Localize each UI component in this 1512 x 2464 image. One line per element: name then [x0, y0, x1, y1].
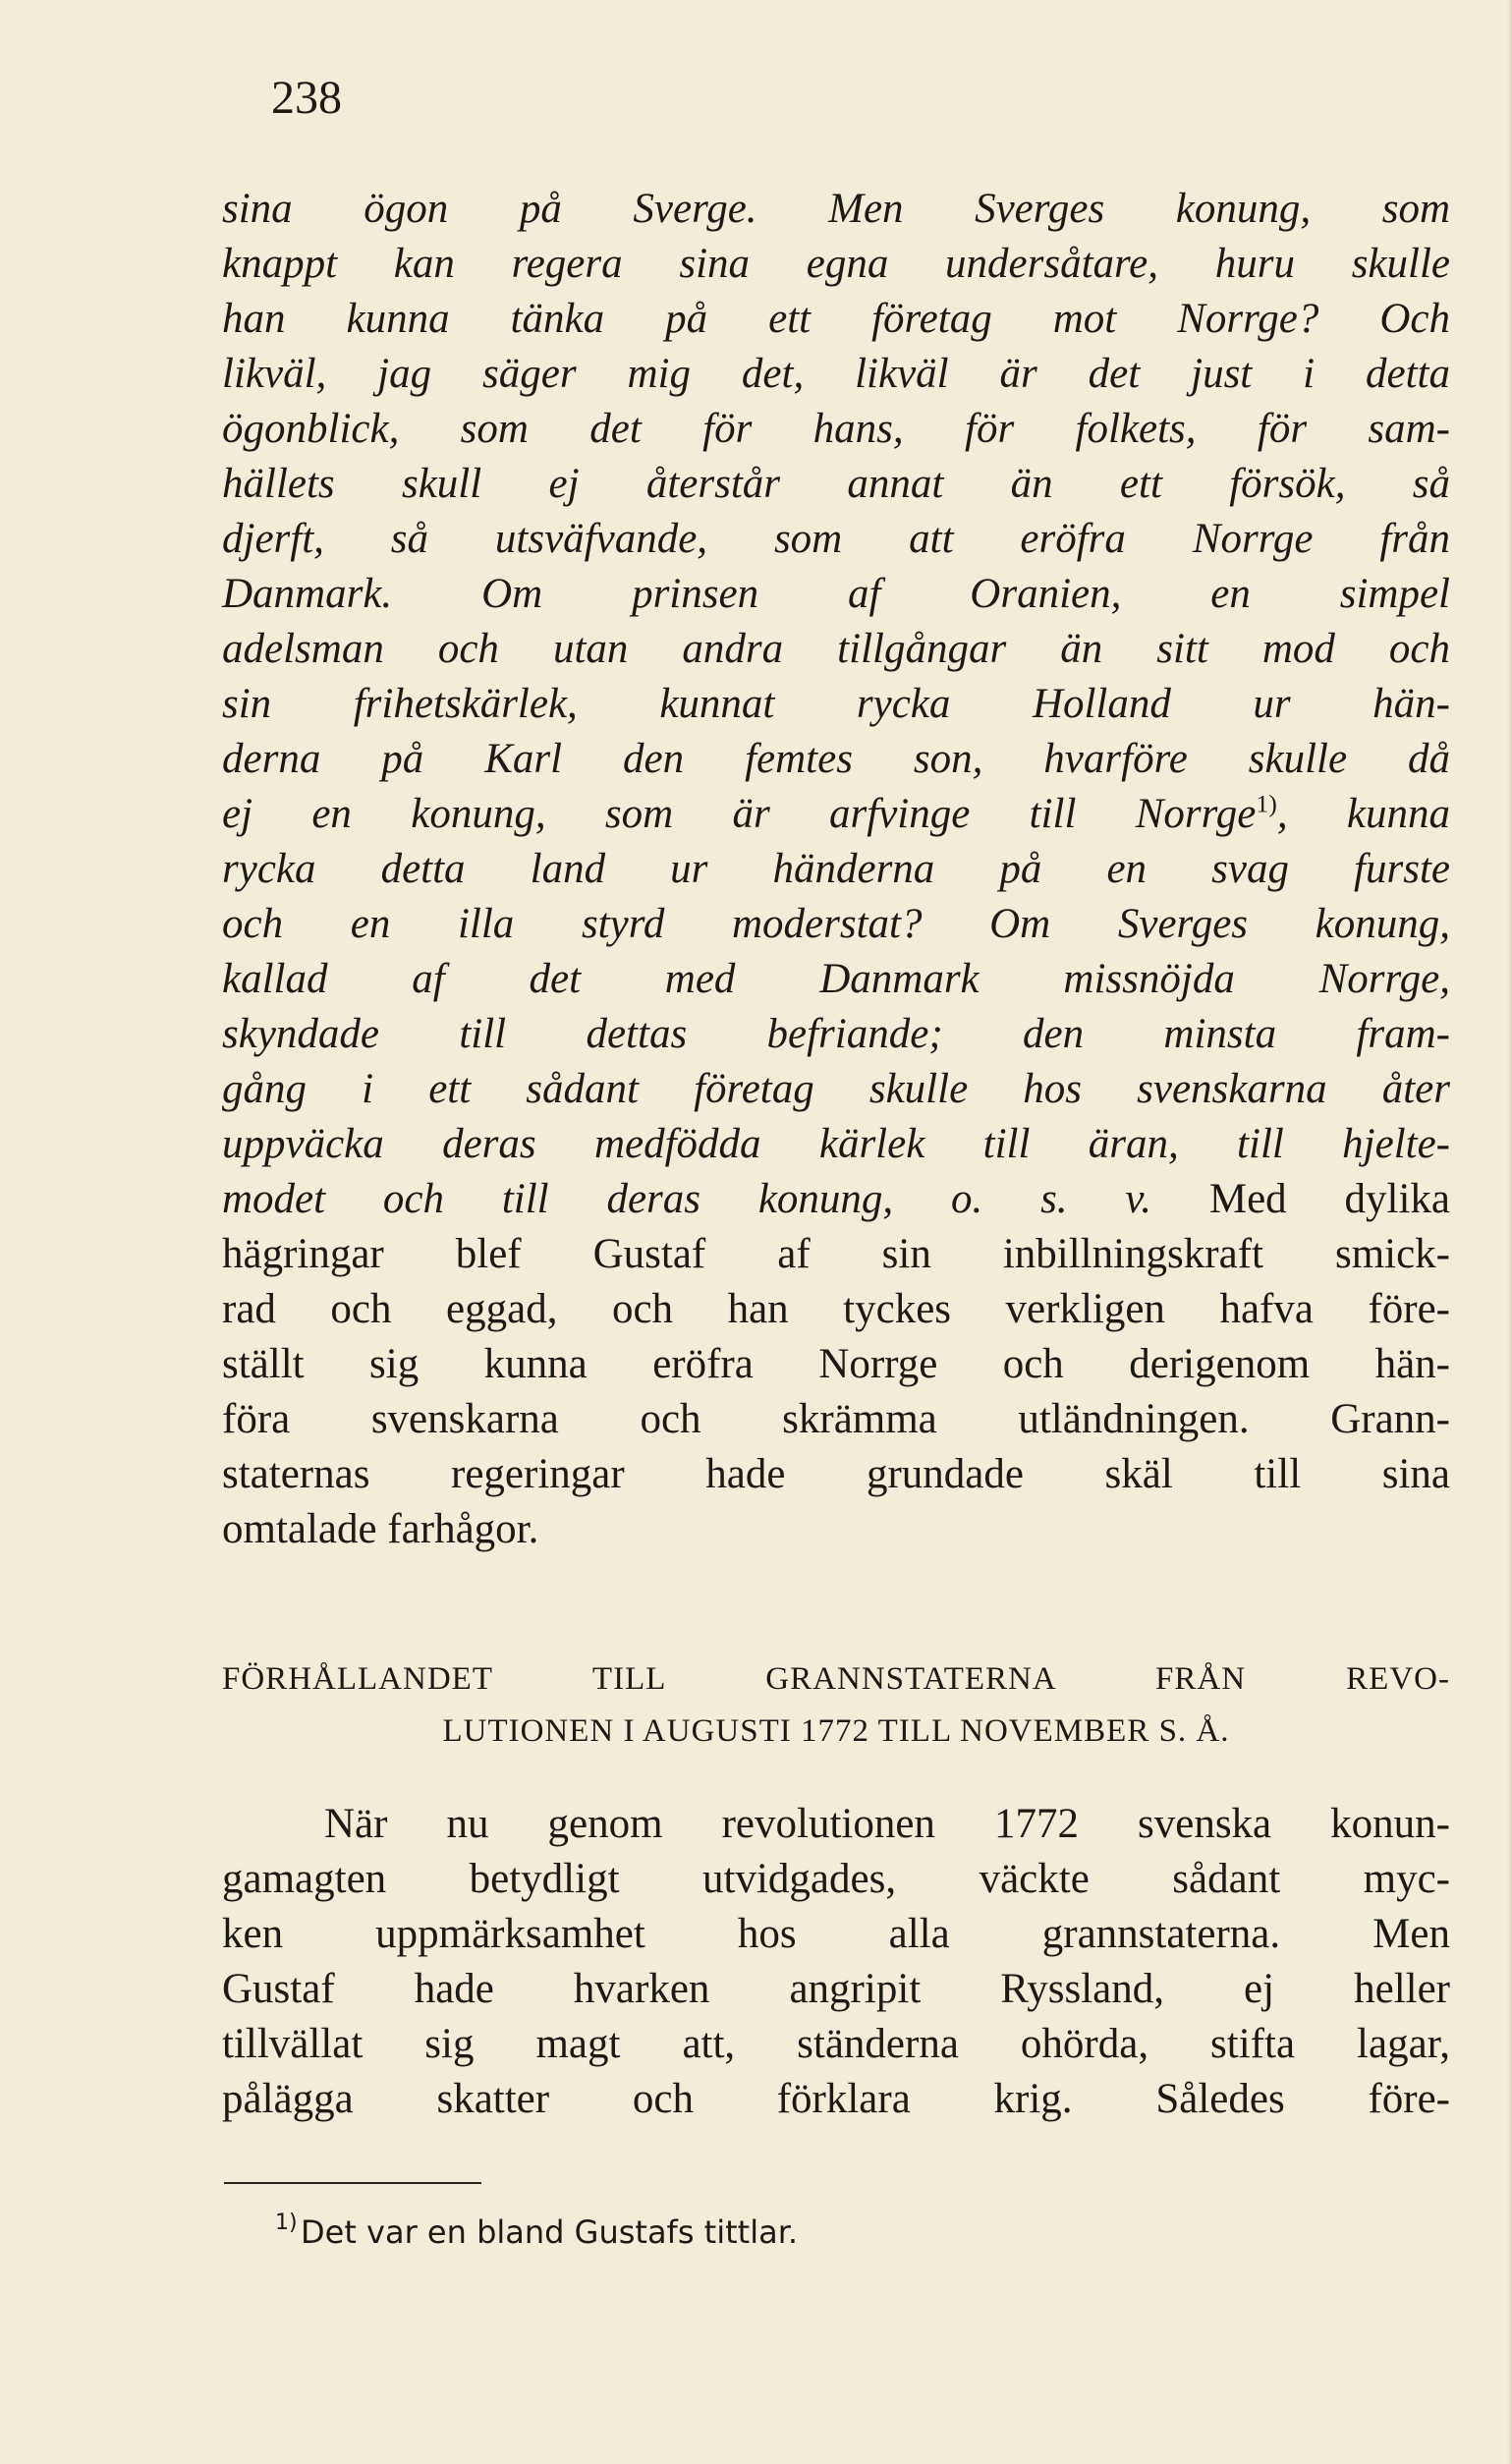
text-line-segment: staternas regeringar hade grundade skäl till sina: [222, 1451, 1450, 1497]
text-line: [222, 512, 1450, 567]
footnote-text: Det var en bland Gustafs tittlar.: [301, 2213, 799, 2251]
text-line-segment: föra svenskarna och skrämma utländningen. Grann-: [222, 1396, 1450, 1442]
text-line-segment: knappt kan regera sina egna undersåtare, huru skulle: [222, 241, 1450, 287]
section-heading-line-1: FÖRHÅLLANDET TILL GRANNSTATERNA FRÅN REVO-: [222, 1661, 1450, 1697]
text-line: [222, 402, 1450, 457]
text-line: [222, 842, 1450, 897]
text-line-segment: derna på Karl den femtes son, hvarföre skulle då: [222, 736, 1450, 782]
text-line-segment: uppväcka deras medfödda kärlek till äran, till hjelte-: [222, 1121, 1450, 1167]
text-line-segment: djerft, så utsväfvande, som att eröfra Norrge från: [222, 516, 1450, 562]
footnote-mark: 1): [275, 2211, 298, 2235]
page-edge: [1508, 0, 1512, 2464]
text-line-segment: sin frihetskärlek, kunnat rycka Holland ur hän-: [222, 681, 1450, 727]
text-line-segment: sina ögon på Sverge. Men Sverges konung, som: [222, 186, 1450, 232]
text-line: [222, 1337, 1450, 1392]
text-line: [222, 567, 1450, 622]
text-line-segment: ögonblick, som det för hans, för folkets, för sam-: [222, 406, 1450, 452]
text-line: [222, 952, 1450, 1007]
text-line-segment: omtalade farhågor.: [222, 1506, 539, 1552]
text-line-segment: gång i ett sådant företag skulle hos svenskarna åter: [222, 1066, 1450, 1112]
text-line: [222, 292, 1450, 347]
text-line: gamagten betydligt utvidgades, väckte sådant myc-: [222, 1856, 1450, 1902]
text-line: [222, 1447, 1450, 1502]
text-line: [222, 237, 1450, 292]
text-line: [222, 787, 1450, 842]
text-line-segment: rycka detta land ur händerna på en svag furste: [222, 846, 1450, 892]
text-line: [222, 1502, 1450, 1557]
text-line: [222, 347, 1450, 402]
text-line: [222, 1282, 1450, 1337]
text-line-segment: rad och eggad, och han tyckes verkligen hafva före-: [222, 1286, 1450, 1332]
text-line-segment: , kunna: [1276, 791, 1451, 837]
text-line: [222, 1172, 1450, 1227]
text-line-segment: ställt sig kunna eröfra Norrge och derigenom hän-: [222, 1341, 1450, 1387]
text-line: När nu genom revolutionen 1772 svenska konun-: [324, 1801, 1450, 1847]
paragraph-section: [222, 1797, 1450, 2127]
footnote-reference: 1): [1256, 789, 1277, 818]
text-line-segment: hällets skull ej återstår annat än ett försök, så: [222, 461, 1450, 507]
text-line: [222, 1392, 1450, 1447]
text-line: [222, 1227, 1450, 1282]
section-heading: [222, 1653, 1450, 1758]
text-line: [222, 732, 1450, 787]
text-line: [222, 622, 1450, 677]
text-line-segment: hägringar blef Gustaf af sin inbillningskraft smick-: [222, 1231, 1450, 1277]
text-line: Gustaf hade hvarken angripit Ryssland, ej heller: [222, 1966, 1450, 2012]
paragraph-quote: [222, 182, 1450, 1557]
text-line-segment: han kunna tänka på ett företag mot Norrge? Och: [222, 296, 1450, 342]
text-line: [222, 457, 1450, 512]
section-heading-line-2: LUTIONEN I AUGUSTI 1772 TILL NOVEMBER S. Å.: [442, 1713, 1230, 1749]
text-line: [222, 1117, 1450, 1172]
text-line-segment: skyndade till dettas befriande; den minsta fram-: [222, 1011, 1450, 1057]
footnote-divider: [224, 2182, 481, 2184]
text-line-segment: Med dylika: [1151, 1176, 1450, 1222]
text-line: [222, 677, 1450, 732]
text-line-segment: modet och till deras konung, o. s. v.: [222, 1176, 1152, 1222]
text-line: [222, 1007, 1450, 1062]
page-number: 238: [271, 72, 342, 124]
text-line: [222, 182, 1450, 237]
text-line: ken uppmärksamhet hos alla grannstaterna. Men: [222, 1911, 1450, 1957]
text-line-segment: ej en konung, som är arfvinge till Norrge: [222, 791, 1257, 837]
text-line: pålägga skatter och förklara krig. Således före-: [222, 2076, 1450, 2122]
text-line-segment: likväl, jag säger mig det, likväl är det just i detta: [222, 351, 1450, 397]
text-line-segment: och en illa styrd moderstat? Om Sverges konung,: [222, 901, 1450, 947]
text-line: [222, 897, 1450, 952]
text-line: tillvällat sig magt att, ständerna ohörda, stifta lagar,: [222, 2021, 1450, 2067]
text-line: [222, 1062, 1450, 1117]
text-line-segment: adelsman och utan andra tillgångar än sitt mod och: [222, 626, 1450, 672]
text-line-segment: kallad af det med Danmark missnöjda Norrge,: [222, 956, 1450, 1002]
text-line-segment: Danmark. Om prinsen af Oranien, en simpel: [222, 571, 1450, 617]
